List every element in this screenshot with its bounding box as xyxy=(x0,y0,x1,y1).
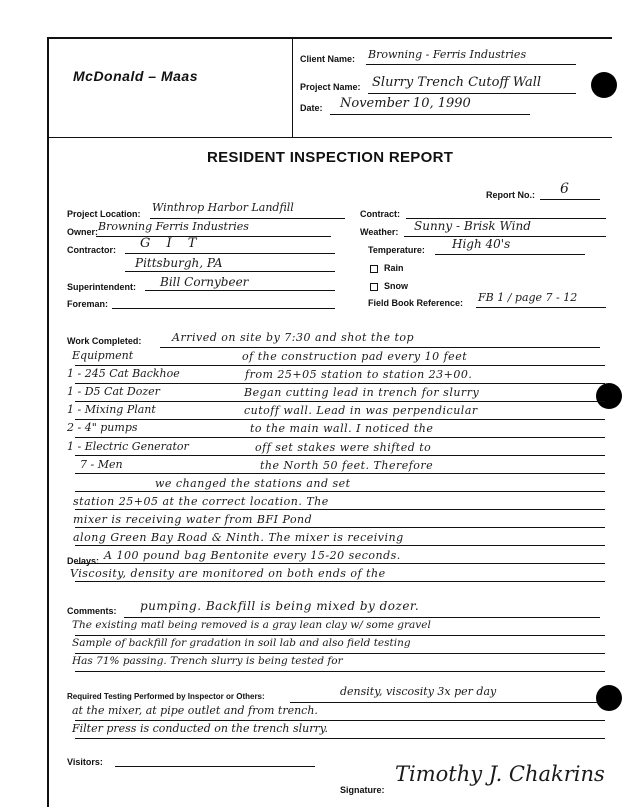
write-line xyxy=(75,581,605,582)
binder-hole-middle xyxy=(596,383,622,409)
required-line: at the mixer, at pipe outlet and from trench. xyxy=(72,704,318,717)
contractor-value-1: G I T xyxy=(140,236,203,251)
weather-value: Sunny - Brisk Wind xyxy=(414,219,531,233)
comments-line: pumping. Backfill is being mixed by dozer. xyxy=(140,599,420,613)
superintendent-label: Superintendent: xyxy=(67,282,136,292)
snow-option xyxy=(370,281,408,291)
contractor-value-2: Pittsburgh, PA xyxy=(135,256,223,270)
project-location-value: Winthrop Harbor Landfill xyxy=(152,201,294,214)
contractor-label: Contractor: xyxy=(67,245,116,255)
equipment-item: 7 - Men xyxy=(80,458,123,471)
comments-line: Has 71% passing. Trench slurry is being tested for xyxy=(72,655,343,667)
write-line xyxy=(75,527,605,528)
owner-line xyxy=(96,236,331,237)
report-no-value: 6 xyxy=(560,181,569,197)
company-name: McDonald – Maas xyxy=(73,68,198,84)
equipment-item: 1 - Mixing Plant xyxy=(67,403,156,416)
snow-checkbox[interactable] xyxy=(370,283,378,291)
comments-label: Comments: xyxy=(67,606,117,616)
delays-line: A 100 pound bag Bentonite every 15-20 seconds. xyxy=(104,549,401,562)
visitors-label: Visitors: xyxy=(67,757,103,767)
write-line xyxy=(75,419,605,420)
project-name-value: Slurry Trench Cutoff Wall xyxy=(372,75,542,90)
write-line xyxy=(75,738,605,739)
work-completed-label: Work Completed: xyxy=(67,336,142,346)
project-name-line xyxy=(368,93,576,94)
date-line xyxy=(330,114,530,115)
field-book-value: FB 1 / page 7 - 12 xyxy=(478,291,578,304)
foreman-label: Foreman: xyxy=(67,299,109,309)
write-line xyxy=(75,671,605,672)
project-location-line xyxy=(150,218,345,219)
date-value: November 10, 1990 xyxy=(340,96,471,111)
signature-label: Signature: xyxy=(340,785,385,795)
work-line: from 25+05 station to station 23+00. xyxy=(245,368,473,381)
temperature-value: High 40's xyxy=(452,237,511,251)
visitors-line xyxy=(115,766,315,767)
contractor-line-2 xyxy=(125,271,335,272)
equipment-item: 2 - 4" pumps xyxy=(67,421,138,434)
rain-option xyxy=(370,263,404,273)
comments-line: Sample of backfill for gradation in soil lab and also field testing xyxy=(72,637,411,649)
header-divider xyxy=(292,37,293,137)
write-line xyxy=(75,473,605,474)
temperature-line xyxy=(435,254,585,255)
write-line xyxy=(75,383,605,384)
header-bottom-rule xyxy=(47,137,612,138)
required-line: Filter press is conducted on the trench slurry. xyxy=(72,722,328,735)
work-line: off set stakes were shifted to xyxy=(255,441,432,454)
binder-hole-top xyxy=(591,72,617,98)
report-no-line xyxy=(540,199,600,200)
client-name-label: Client Name: xyxy=(300,54,356,64)
client-name-line xyxy=(366,64,576,65)
work-line: mixer is receiving water from BFI Pond xyxy=(73,513,313,526)
field-book-line xyxy=(476,307,606,308)
write-line xyxy=(75,437,605,438)
date-label: Date: xyxy=(300,103,323,113)
write-line xyxy=(160,347,600,348)
write-line xyxy=(75,509,605,510)
equipment-item: Equipment xyxy=(72,349,134,362)
work-line: we changed the stations and set xyxy=(155,477,351,490)
work-line: cutoff wall. Lead in was perpendicular xyxy=(244,404,478,417)
equipment-item: 1 - D5 Cat Dozer xyxy=(67,385,160,398)
report-title: RESIDENT INSPECTION REPORT xyxy=(207,149,454,166)
work-line: along Green Bay Road & Ninth. The mixer is receiving xyxy=(73,531,404,544)
signature-value: Timothy J. Chakrins xyxy=(395,762,605,786)
field-book-label: Field Book Reference: xyxy=(368,298,464,308)
work-line: of the construction pad every 10 feet xyxy=(242,350,468,363)
equipment-item: 1 - 245 Cat Backhoe xyxy=(67,367,180,380)
rain-label: Rain xyxy=(384,263,404,273)
write-line xyxy=(75,563,605,564)
weather-label: Weather: xyxy=(360,227,399,237)
contract-label: Contract: xyxy=(360,209,400,219)
write-line xyxy=(75,491,605,492)
write-line xyxy=(75,635,605,636)
client-name-value: Browning - Ferris Industries xyxy=(368,48,527,61)
work-line: the North 50 feet. Therefore xyxy=(260,459,434,472)
temperature-label: Temperature: xyxy=(368,245,425,255)
report-no-label: Report No.: xyxy=(486,190,535,200)
foreman-line xyxy=(112,308,335,309)
superintendent-value: Bill Cornybeer xyxy=(160,275,249,289)
binder-hole-bottom xyxy=(596,685,622,711)
work-line: to the main wall. I noticed the xyxy=(250,422,434,435)
work-line: station 25+05 at the correct location. The xyxy=(73,495,329,508)
write-line xyxy=(75,401,605,402)
project-location-label: Project Location: xyxy=(67,209,141,219)
owner-label: Owner: xyxy=(67,227,99,237)
write-line xyxy=(290,702,600,703)
contractor-line-1 xyxy=(125,253,335,254)
comments-line: The existing matl being removed is a gray lean clay w/ some gravel xyxy=(72,619,431,631)
write-line xyxy=(75,365,605,366)
snow-label: Snow xyxy=(384,281,408,291)
write-line xyxy=(75,720,605,721)
equipment-item: 1 - Electric Generator xyxy=(67,440,189,453)
delays-line: Viscosity, density are monitored on both ends of the xyxy=(70,567,386,580)
required-line: density, viscosity 3x per day xyxy=(340,685,497,698)
write-line xyxy=(124,617,600,618)
owner-value: Browning Ferris Industries xyxy=(98,220,249,233)
write-line xyxy=(75,455,605,456)
work-line: Began cutting lead in trench for slurry xyxy=(244,386,480,399)
work-line: Arrived on site by 7:30 and shot the top xyxy=(172,331,415,344)
required-testing-label: Required Testing Performed by Inspector or Others: xyxy=(67,692,265,701)
delays-label: Delays: xyxy=(67,556,100,566)
write-line xyxy=(75,653,605,654)
superintendent-line xyxy=(145,290,335,291)
project-name-label: Project Name: xyxy=(300,82,361,92)
write-line xyxy=(75,545,605,546)
rain-checkbox[interactable] xyxy=(370,265,378,273)
